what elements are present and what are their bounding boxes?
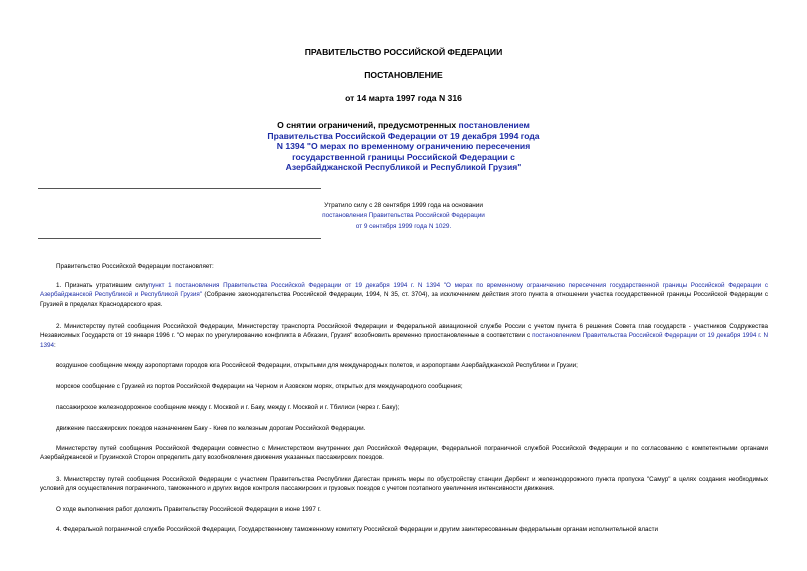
paragraph-3-report: О ходе выполнения работ доложить Правительству Российской Федерации в июне 1997 г. xyxy=(56,506,321,513)
status-note xyxy=(0,201,807,232)
document-type: ПОСТАНОВЛЕНИЕ xyxy=(364,70,443,80)
list-item: движение пассажирских поездов назначением Баку - Киев по железным дорогам Российской Федерации. xyxy=(56,425,366,432)
paragraph-text: 1. Признать утратившим силу xyxy=(56,282,149,289)
list-item: воздушное сообщение между аэропортами городов юга Российской Федерации, открытыми для международных полетов, и аэропортами Азербайджанской Республики и Грузии; xyxy=(56,362,578,369)
list-item: морское сообщение с Грузией из портов Российской Федерации на Черном и Азовском морях, открытых для международного сообщения; xyxy=(56,383,463,390)
divider xyxy=(38,188,321,189)
paragraph-2 xyxy=(40,322,768,350)
status-note-text: Утратило силу с 28 сентября 1999 года на основании xyxy=(324,202,483,209)
paragraph-1 xyxy=(40,281,768,309)
divider xyxy=(38,238,321,239)
title-link[interactable]: N 1394 "О мерах по временному ограничению пересечения xyxy=(276,141,531,152)
paragraph-link[interactable]: постановлением Правительства Российской Федерации от 19 декабря 1994 г. N 1394 xyxy=(40,332,768,349)
paragraph-text: 2. Министерству путей сообщения Российской Федерации, Министерству транспорта Российской Федерации и Федеральной авиационной службе России с учетом пункта 6 решения Совета глав государств - участников Содружества Независимых Государств от 19 января 1996 г. "О мерах по урегулированию конфликта в Абхазии, Грузия" возобновить временно приостановленные в соответствии с xyxy=(40,323,768,340)
intro-paragraph: Правительство Российской Федерации постановляет: xyxy=(56,263,214,270)
title-link[interactable]: постановлением xyxy=(458,120,530,130)
paragraph-4: 4. Федеральной пограничной службе Российской Федерации, Государственному таможенному комитету Российской Федерации и другим заинтересованным федеральным органам исполнительной власти xyxy=(56,526,659,533)
paragraph-text: (Собрание законодательства Российской Федерации, 1994, N 35, ст. 3704), за исключением действия этого пункта в отношении участка государственной границы Российской Федерации с Грузией в пределах Краснодарского края. xyxy=(40,291,769,308)
document-title xyxy=(0,120,807,173)
title-link[interactable]: Азербайджанской Республикой и Республикой Грузия" xyxy=(285,162,522,173)
paragraph-link[interactable]: пункт 1 постановления Правительства Российской Федерации от 19 декабря 1994 г. N 1394 "О мерах по временному ограничению пересечения государственной границы Российской Федерации с Азербайджанской Республикой и Республикой Грузия" xyxy=(40,282,768,299)
paragraph-2-continued: Министерству путей сообщения Российской Федерации совместно с Министерством внутренних дел Российской Федерации, Федеральной пограничной службой Российской Федерации и по согласованию с компетентными органами Азербайджанской и Грузинской Сторон определить дату возобновления движения указанных пассажирских поездов. xyxy=(40,445,768,462)
document-date-number: от 14 марта 1997 года N 316 xyxy=(345,93,462,103)
list-item: пассажирское железнодорожное сообщение между г. Москвой и г. Баку, между г. Москвой и г. Тбилиси (через г. Баку); xyxy=(56,404,400,411)
government-heading: ПРАВИТЕЛЬСТВО РОССИЙСКОЙ ФЕДЕРАЦИИ xyxy=(304,47,503,57)
title-lead: О снятии ограничений, предусмотренных xyxy=(277,120,459,130)
status-note-link[interactable]: от 9 сентября 1999 года N 1029. xyxy=(355,222,452,230)
title-link[interactable]: Правительства Российской Федерации от 19 декабря 1994 года xyxy=(267,130,540,141)
paragraph-3: 3. Министерству путей сообщения Российской Федерации с участием Правительства Республики Дагестан принять меры по обустройству станции Дербент и железнодорожного пункта пропуска "Самур" в целях создания необходимых условий для осуществления пограничного, таможенного и других видов контроля пассажирских и грузовых поездов с учетом поэтапного увеличения интенсивности движения. xyxy=(40,476,768,493)
status-note-link[interactable]: постановления Правительства Российской Федерации xyxy=(322,212,485,220)
title-link[interactable]: государственной границы Российской Федерации с xyxy=(292,151,515,162)
paragraph-text: : xyxy=(54,341,56,349)
